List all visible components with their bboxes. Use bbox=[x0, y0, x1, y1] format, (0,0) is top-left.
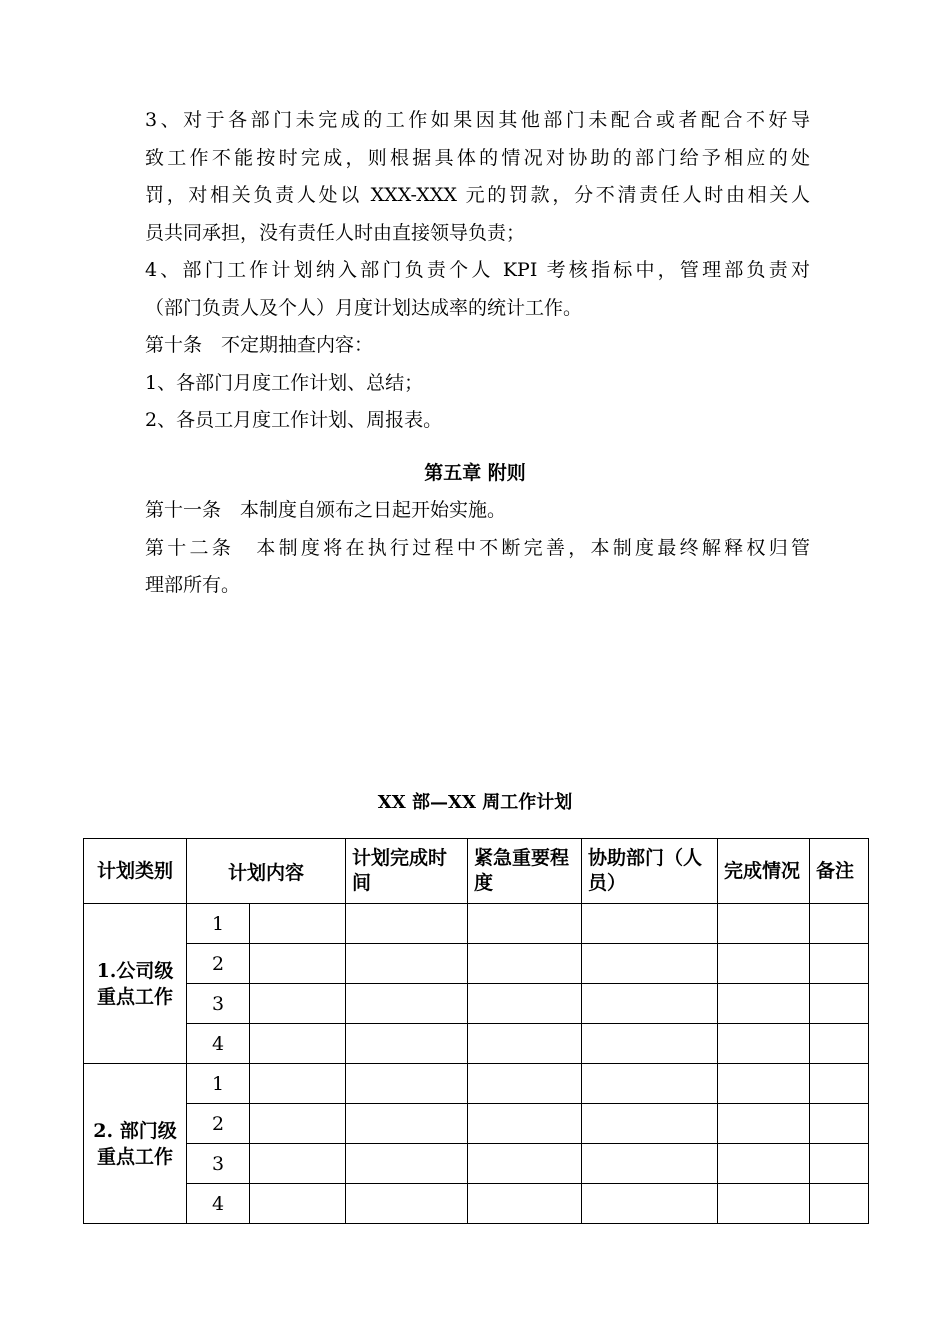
header-category: 计划类别 bbox=[84, 839, 187, 904]
header-time: 计划完成时间 bbox=[346, 839, 468, 904]
time-cell[interactable] bbox=[346, 1024, 468, 1064]
priority-cell[interactable] bbox=[468, 984, 582, 1024]
table-row bbox=[84, 904, 869, 944]
body-line: 罚，对相关负责人处以 XXX-XXX 元的罚款，分不清责任人时由相关人 bbox=[145, 184, 810, 206]
priority-cell[interactable] bbox=[468, 1184, 582, 1224]
note-cell[interactable] bbox=[810, 1024, 869, 1064]
note-cell[interactable] bbox=[810, 1104, 869, 1144]
content-cell[interactable] bbox=[250, 904, 346, 944]
body-line: 第十条 不定期抽查内容： bbox=[145, 334, 374, 356]
header-assist: 协助部门（人员） bbox=[582, 839, 718, 904]
table-row bbox=[84, 984, 869, 1024]
header-row bbox=[84, 839, 869, 904]
row-number: 3 bbox=[187, 1144, 250, 1184]
article-paragraphs bbox=[145, 492, 810, 605]
time-cell[interactable] bbox=[346, 1144, 468, 1184]
status-cell[interactable] bbox=[718, 904, 810, 944]
table-row bbox=[84, 1184, 869, 1224]
body-line: 员共同承担，没有责任人时由直接领导负责； bbox=[145, 221, 526, 244]
time-cell[interactable] bbox=[346, 1104, 468, 1144]
note-cell[interactable] bbox=[810, 944, 869, 984]
content-cell[interactable] bbox=[250, 1144, 346, 1184]
time-cell[interactable] bbox=[346, 1064, 468, 1104]
row-number: 2 bbox=[187, 944, 250, 984]
time-cell[interactable] bbox=[346, 984, 468, 1024]
row-number: 2 bbox=[187, 1104, 250, 1144]
header-content: 计划内容 bbox=[187, 839, 346, 904]
content-cell[interactable] bbox=[250, 1064, 346, 1104]
body-line: 3、对于各部门未完成的工作如果因其他部门未配合或者配合不好导 bbox=[145, 109, 810, 131]
status-cell[interactable] bbox=[718, 984, 810, 1024]
content-cell[interactable] bbox=[250, 1184, 346, 1224]
note-cell[interactable] bbox=[810, 984, 869, 1024]
priority-cell[interactable] bbox=[468, 1104, 582, 1144]
table-row bbox=[84, 944, 869, 984]
article-line: 第十一条 本制度自颁布之日起开始实施。 bbox=[145, 499, 507, 521]
assist-cell[interactable] bbox=[582, 1064, 718, 1104]
priority-cell[interactable] bbox=[468, 1064, 582, 1104]
body-line: 致工作不能按时完成，则根据具体的情况对协助的部门给予相应的处 bbox=[145, 146, 810, 169]
table-row bbox=[84, 1144, 869, 1184]
assist-cell[interactable] bbox=[582, 1104, 718, 1144]
priority-cell[interactable] bbox=[468, 904, 582, 944]
header-note: 备注 bbox=[810, 839, 869, 904]
group-label-company: 1.公司级重点工作 bbox=[84, 904, 187, 1064]
content-cell[interactable] bbox=[250, 944, 346, 984]
assist-cell[interactable] bbox=[582, 944, 718, 984]
content-cell[interactable] bbox=[250, 1024, 346, 1064]
body-paragraphs bbox=[145, 102, 810, 440]
table-row bbox=[84, 1024, 869, 1064]
note-cell[interactable] bbox=[810, 1184, 869, 1224]
time-cell[interactable] bbox=[346, 1184, 468, 1224]
assist-cell[interactable] bbox=[582, 1144, 718, 1184]
priority-cell[interactable] bbox=[468, 944, 582, 984]
assist-cell[interactable] bbox=[582, 984, 718, 1024]
weekly-plan-table bbox=[83, 838, 869, 1224]
status-cell[interactable] bbox=[718, 944, 810, 984]
header-status: 完成情况 bbox=[718, 839, 810, 904]
priority-cell[interactable] bbox=[468, 1144, 582, 1184]
status-cell[interactable] bbox=[718, 1024, 810, 1064]
chapter-heading: 第五章 附则 bbox=[424, 462, 526, 484]
table-row bbox=[84, 1064, 869, 1104]
header-priority: 紧急重要程度 bbox=[468, 839, 582, 904]
time-cell[interactable] bbox=[346, 904, 468, 944]
assist-cell[interactable] bbox=[582, 1184, 718, 1224]
note-cell[interactable] bbox=[810, 1144, 869, 1184]
body-line: 1、各部门月度工作计划、总结； bbox=[145, 371, 424, 394]
article-line: 第十二条 本制度将在执行过程中不断完善，本制度最终解释权归管 bbox=[145, 536, 810, 559]
body-line: 2、各员工月度工作计划、周报表。 bbox=[145, 409, 443, 431]
row-number: 3 bbox=[187, 984, 250, 1024]
status-cell[interactable] bbox=[718, 1104, 810, 1144]
row-number: 4 bbox=[187, 1184, 250, 1224]
note-cell[interactable] bbox=[810, 904, 869, 944]
table-row bbox=[84, 1104, 869, 1144]
body-line: （部门负责人及个人）月度计划达成率的统计工作。 bbox=[145, 296, 583, 319]
content-cell[interactable] bbox=[250, 984, 346, 1024]
row-number: 4 bbox=[187, 1024, 250, 1064]
table-title: XX 部—XX 周工作计划 bbox=[377, 792, 573, 813]
status-cell[interactable] bbox=[718, 1064, 810, 1104]
assist-cell[interactable] bbox=[582, 904, 718, 944]
assist-cell[interactable] bbox=[582, 1024, 718, 1064]
priority-cell[interactable] bbox=[468, 1024, 582, 1064]
time-cell[interactable] bbox=[346, 944, 468, 984]
body-line: 4、部门工作计划纳入部门负责个人 KPI 考核指标中，管理部负责对 bbox=[145, 259, 810, 281]
note-cell[interactable] bbox=[810, 1064, 869, 1104]
article-line: 理部所有。 bbox=[145, 574, 241, 596]
status-cell[interactable] bbox=[718, 1144, 810, 1184]
status-cell[interactable] bbox=[718, 1184, 810, 1224]
row-number: 1 bbox=[187, 904, 250, 944]
group-label-department: 2. 部门级重点工作 bbox=[84, 1064, 187, 1224]
row-number: 1 bbox=[187, 1064, 250, 1104]
content-cell[interactable] bbox=[250, 1104, 346, 1144]
